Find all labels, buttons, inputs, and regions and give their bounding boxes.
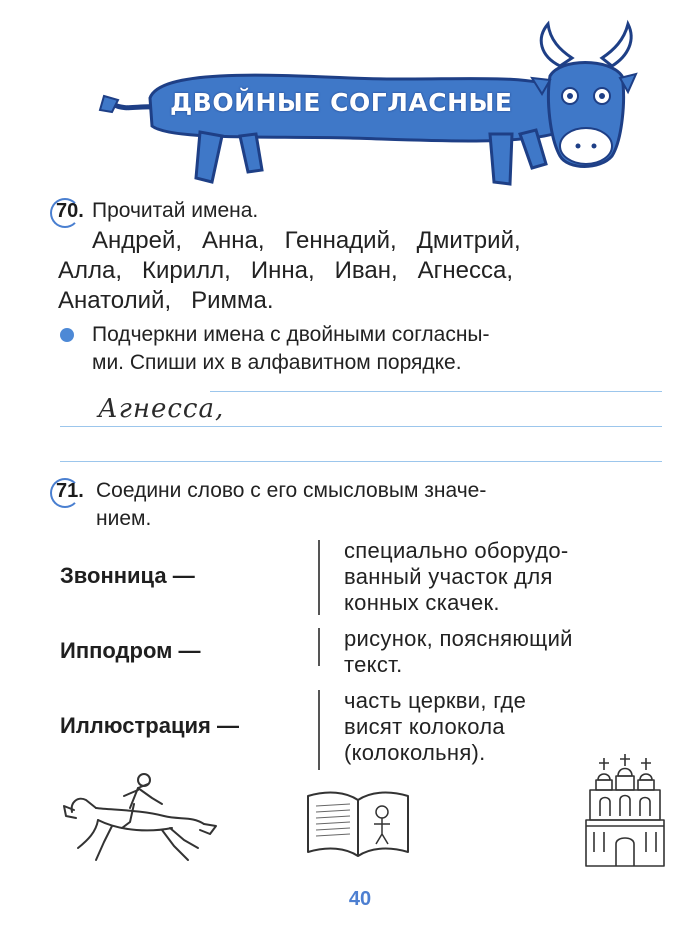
task-line-2: ми. Спиши их в алфавитном порядке. <box>92 351 462 374</box>
task-bullet-icon <box>60 328 74 342</box>
exercise-70-prompt: Прочитай имена. <box>92 199 259 222</box>
definition-2: рисунок, поясняющий текст. <box>344 626 573 677</box>
handwritten-answer: Агнесса, <box>98 394 225 424</box>
writing-line-3 <box>60 461 662 462</box>
exercise-number-70: 70. <box>50 196 94 226</box>
definition-3: часть церкви, где висят колокола (колокольня). <box>344 688 527 765</box>
names-line-1: Андрей, Анна, Геннадий, Дмитрий, <box>92 227 521 254</box>
definition-1: специально оборудо- ванный участок для конных скачек. <box>344 538 569 615</box>
exercise-number-71: 71. <box>50 476 94 506</box>
term-ippodrom: Ипподром — <box>60 638 201 663</box>
term-illyustratsiya: Иллюстрация — <box>60 713 239 738</box>
writing-line-1 <box>210 391 662 392</box>
page-title: ДВОЙНЫЕ СОГЛАСНЫЕ <box>170 88 513 117</box>
task-line-1: Подчеркни имена с двойными согласны- <box>92 323 490 346</box>
belltower-icon <box>580 752 670 870</box>
column-divider-1 <box>318 540 320 615</box>
page-number: 40 <box>348 888 372 910</box>
column-divider-2 <box>318 628 320 666</box>
writing-line-2 <box>60 426 662 427</box>
open-book-icon <box>298 782 418 862</box>
names-line-3: Анатолий, Римма. <box>58 287 274 314</box>
exercise-71-prompt-line-2: нием. <box>96 507 152 530</box>
term-zvonnitsa: Звонница — <box>60 563 195 588</box>
column-divider-3 <box>318 690 320 770</box>
horse-rider-icon <box>52 770 222 870</box>
exercise-71-prompt-line-1: Соедини слово с его смысловым значе- <box>96 479 487 502</box>
names-line-2: Алла, Кирилл, Инна, Иван, Агнесса, <box>58 257 514 284</box>
